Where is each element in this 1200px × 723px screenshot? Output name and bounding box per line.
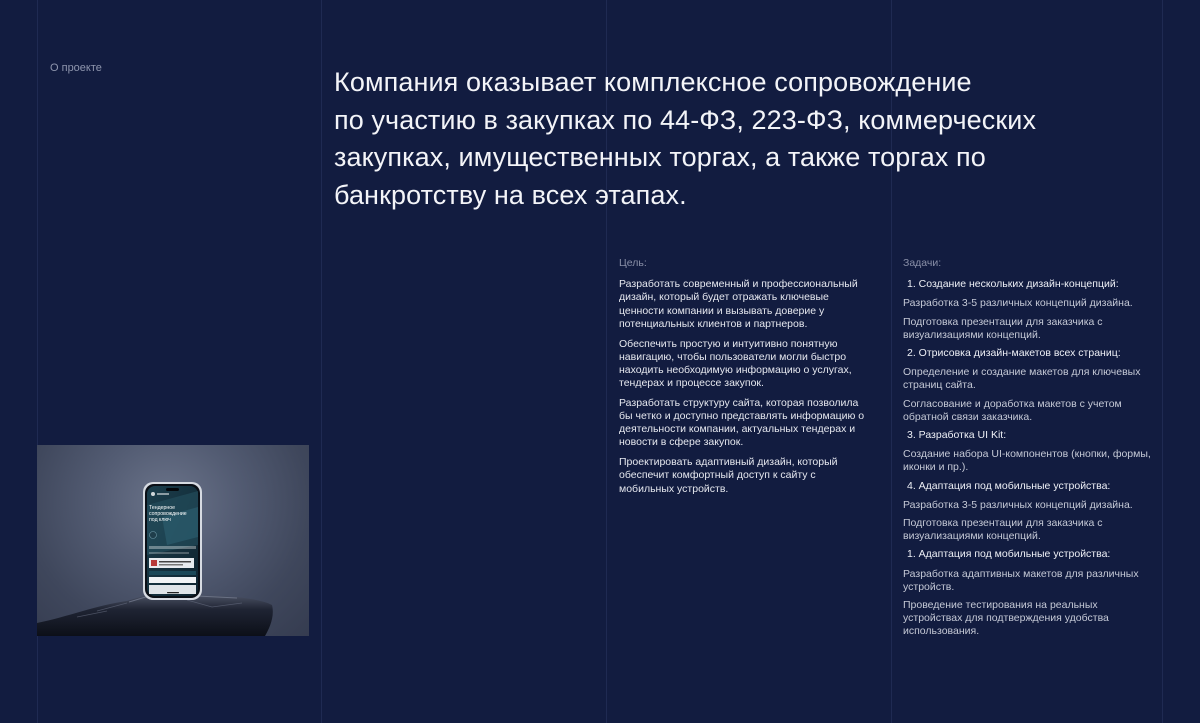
task-heading: 1. Создание нескольких дизайн-концепций:	[907, 278, 1119, 291]
rock-shape	[37, 595, 273, 636]
task-item: Подготовка презентации для заказчика с визуализациями концепций.	[903, 315, 1103, 341]
phone-headline: Тендерное сопровождение под ключ	[149, 505, 187, 523]
task-item: Подготовка презентации для заказчика с визуализациями концепций.	[903, 517, 1103, 543]
tasks-column	[903, 257, 1153, 644]
headline-line: закупках, имущественных торгах, а также торгах по	[334, 142, 986, 172]
task-heading: 2. Отрисовка дизайн-макетов всех страниц:	[907, 347, 1121, 360]
task-heading: 3. Разработка UI Kit:	[907, 429, 1007, 442]
task-item: Разработка адаптивных макетов для различных устройств.	[903, 567, 1139, 593]
phone-mockup-illustration	[37, 445, 309, 636]
task-heading: 1. Адаптация под мобильные устройства:	[907, 548, 1111, 561]
phone-mockup-image	[37, 445, 309, 636]
task-item: Проведение тестирования на реальных устройствах для подтверждения удобства использования.	[903, 599, 1109, 638]
task-heading: 4. Адаптация под мобильные устройства:	[907, 479, 1111, 492]
section-label: О проекте	[50, 62, 102, 74]
goal-paragraph: Разработать структуру сайта, которая позволила бы четко и доступно представлять информацию о деятельности компании, актуальных тендерах и новости в сфере закупок.	[619, 396, 865, 449]
headline-line: Компания оказывает комплексное сопровождение	[334, 67, 972, 97]
goal-title: Цель:	[619, 257, 647, 269]
headline-line: по участию в закупках по 44-ФЗ, 223-ФЗ, коммерческих	[334, 104, 1037, 135]
grid-line	[1162, 0, 1163, 723]
goal-paragraph: Проектировать адаптивный дизайн, который обеспечит комфортный доступ к сайту с мобильных устройств.	[619, 456, 838, 495]
tasks-title: Задачи:	[903, 257, 942, 269]
task-item: Разработка 3-5 различных концепций дизайна.	[903, 498, 1133, 511]
goal-paragraph: Обеспечить простую и интуитивно понятную навигацию, чтобы пользователи могли быстро находить необходимую информацию о услугах, тендерах и процессе закупок.	[619, 337, 852, 390]
grid-line	[321, 0, 322, 723]
task-item: Определение и создание макетов для ключевых страниц сайта.	[903, 366, 1141, 392]
goal-paragraph: Разработать современный и профессиональный дизайн, который будет отражать ключевые ценности компании и вызывать доверие у потенциальных клиентов и партнеров.	[619, 278, 858, 330]
project-headline	[334, 64, 1094, 214]
task-item: Создание набора UI-компонентов (кнопки, формы, иконки и пр.).	[903, 448, 1151, 474]
headline-line: банкротству на всех этапах.	[334, 179, 687, 210]
task-item: Согласование и доработка макетов с учетом обратной связи заказчика.	[903, 397, 1122, 423]
task-item: Разработка 3-5 различных концепций дизайна.	[903, 297, 1133, 310]
goal-column	[619, 257, 869, 502]
